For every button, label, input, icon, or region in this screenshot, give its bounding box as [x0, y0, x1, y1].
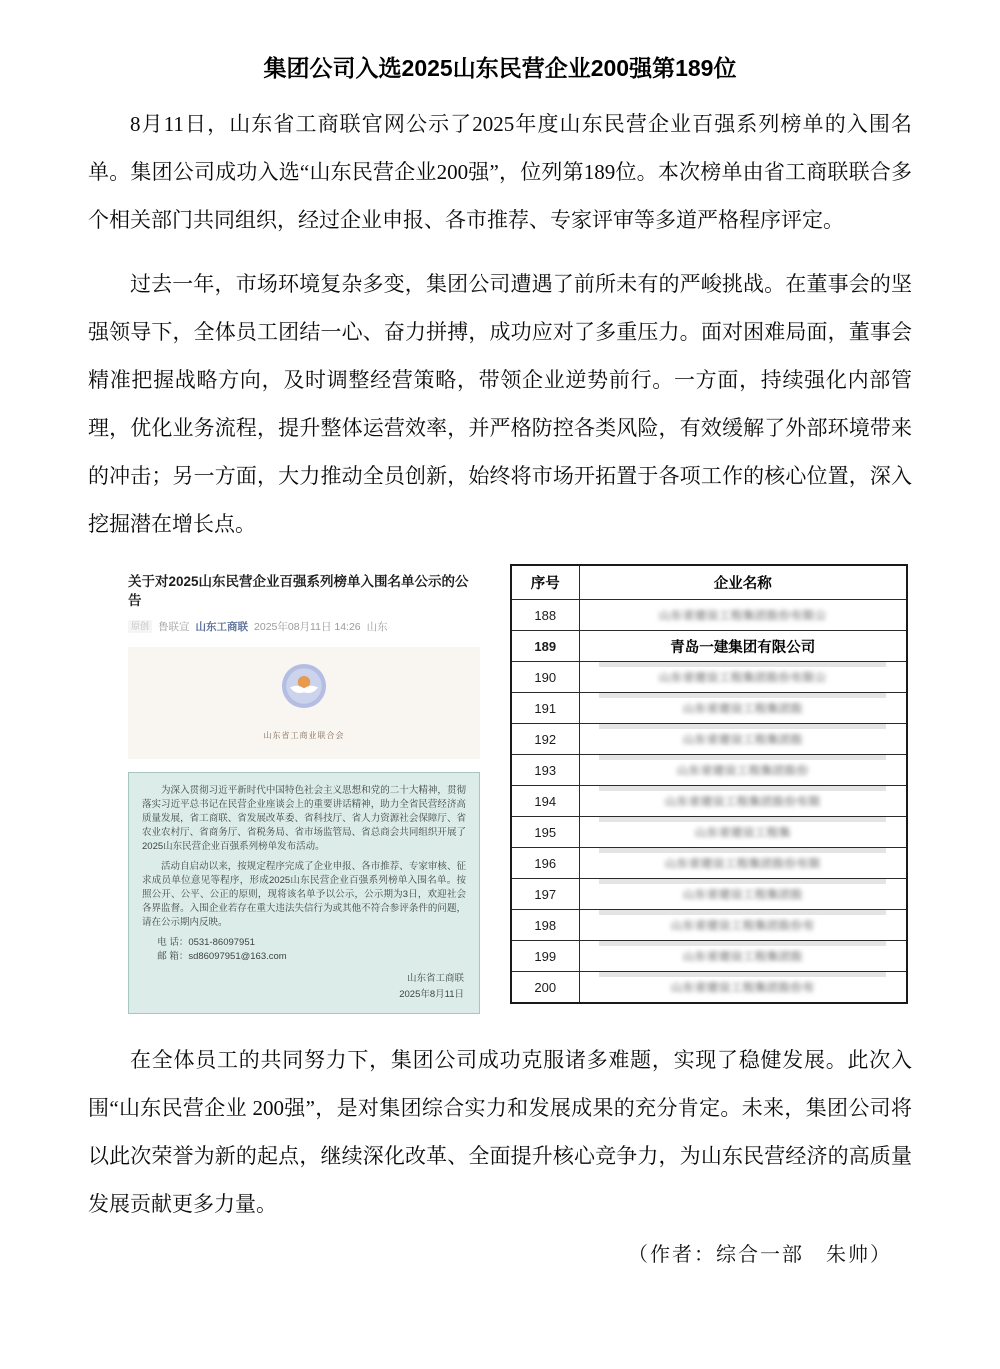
original-badge: 原创 [128, 620, 152, 633]
table-row [511, 817, 907, 848]
rank-cell: 188 [511, 600, 579, 631]
company-name-cell [579, 879, 907, 910]
notice-paragraph-2: 活动自启动以来，按规定程序完成了企业申报、各市推荐、专家审核、征求成员单位意见等程序，形成2025山东民营企业百强系列榜单入围名单。按照公开、公平、公正的原则，现将该名单予以公示，公示期为3日，欢迎社会各界监督。入围企业若存在重大违法失信行为或其他不符合参评条件的问题，请在公示期内反映。 [142, 861, 466, 928]
rank-cell: 200 [511, 972, 579, 1004]
rank-cell: 194 [511, 786, 579, 817]
masked-company-name: 山东省建设工程集团股份有限 [664, 796, 821, 808]
document-page [0, 52, 1000, 1267]
redaction-band [599, 786, 886, 791]
notice-date: 2025年8月11日 [399, 989, 464, 1000]
notice-box [128, 772, 480, 1014]
table-row [511, 631, 907, 662]
rank-cell: 192 [511, 724, 579, 755]
rank-cell: 190 [511, 662, 579, 693]
redaction-band [599, 941, 886, 946]
notice-signature: 山东省工商联 [406, 973, 464, 984]
company-name-cell [579, 724, 907, 755]
masked-company-name: 山东省建设工程集团股份有 [670, 920, 815, 932]
company-name-cell [579, 600, 907, 631]
masked-company-name: 山东省建设工程集团股 [682, 703, 803, 715]
masked-company-name: 山东省建设工程集团股份 [676, 765, 809, 777]
table-row [511, 972, 907, 1004]
rank-cell: 198 [511, 910, 579, 941]
masked-company-name: 山东省建设工程集 [694, 827, 791, 839]
article-paragraph-1: 8月11日，山东省工商联官网公示了2025年度山东民营企业百强系列榜单的入围名单。集团公司成功入选“山东民营企业200强”，位列第189位。本次榜单由省工商联联合多个相关部门共同组织，经过企业申报、各市推荐、专家评审等多道严格程序评定。 [88, 112, 912, 232]
table-row [511, 755, 907, 786]
byline-region: 山东 [366, 621, 388, 633]
redaction-band [599, 817, 886, 822]
rank-cell: 199 [511, 941, 579, 972]
rank-cell: 197 [511, 879, 579, 910]
emblem-caption: 山东省工商业联合会 [263, 731, 345, 740]
company-name-cell [579, 693, 907, 724]
ranking-table-body [511, 600, 907, 1004]
company-name-cell [579, 631, 907, 662]
company-name-cell [579, 941, 907, 972]
col-header-rank: 序号 [511, 565, 579, 600]
masked-company-name: 山东省建设工程集团股 [682, 951, 803, 963]
byline-datetime: 2025年08月11日 14:26 [254, 621, 361, 633]
announcement-screenshot [110, 564, 498, 1014]
rank-cell: 189 [511, 631, 579, 662]
redaction-band [599, 910, 886, 915]
masked-company-name: 山东省建设工程集团股 [682, 734, 803, 746]
federation-emblem-icon [281, 663, 327, 714]
masked-company-name: 山东省建设工程集团股份有限公 [658, 672, 827, 684]
company-name-cell [579, 972, 907, 1004]
table-row [511, 910, 907, 941]
table-row [511, 693, 907, 724]
company-name: 青岛一建集团有限公司 [670, 639, 816, 656]
company-name-cell [579, 817, 907, 848]
ranking-header-row [511, 565, 907, 600]
byline-author: 鲁联宣 [158, 621, 190, 633]
col-header-company: 企业名称 [579, 565, 907, 600]
article-paragraph-3: 在全体员工的共同努力下，集团公司成功克服诸多难题，实现了稳健发展。此次入围“山东民营企业 200强”，是对集团综合实力和发展成果的充分肯定。未来，集团公司将以此次荣誉为新的起点，继续深化改革、全面提升核心竞争力，为山东民营经济的高质量发展贡献更多力量。 [88, 1048, 912, 1216]
table-row [511, 848, 907, 879]
article-title: 集团公司入选2025山东民营企业200强第189位 [263, 55, 737, 81]
table-row [511, 662, 907, 693]
redaction-band [599, 662, 886, 667]
masked-company-name: 山东省建设工程集团股份有限 [664, 858, 821, 870]
table-row [511, 600, 907, 631]
rank-cell: 191 [511, 693, 579, 724]
masked-company-name: 山东省建设工程集团股份有限公 [658, 610, 827, 622]
redaction-band [599, 972, 886, 977]
company-name-cell [579, 848, 907, 879]
table-row [511, 786, 907, 817]
company-name-cell [579, 662, 907, 693]
byline-account-link: 山东工商联 [195, 621, 249, 633]
company-name-cell [579, 786, 907, 817]
table-row [511, 724, 907, 755]
announcement-byline [128, 619, 480, 634]
embedded-media-row [110, 564, 912, 1014]
masked-company-name: 山东省建设工程集团股 [682, 889, 803, 901]
notice-email: 邮 箱：sd86097951@163.com [157, 951, 287, 962]
redaction-band [599, 848, 886, 853]
redaction-band [599, 724, 886, 729]
ranking-table [510, 564, 908, 1004]
company-name-cell [579, 910, 907, 941]
company-name-cell [579, 755, 907, 786]
author-credit: （作者：综合一部 朱帅） [628, 1244, 892, 1266]
table-row [511, 879, 907, 910]
masked-company-name: 山东省建设工程集团股份有 [670, 982, 815, 994]
rank-cell: 193 [511, 755, 579, 786]
rank-cell: 195 [511, 817, 579, 848]
redaction-band [599, 879, 886, 884]
ranking-table-wrap [510, 564, 908, 1004]
redaction-band [599, 755, 886, 760]
notice-paragraph-1: 为深入贯彻习近平新时代中国特色社会主义思想和党的二十大精神，贯彻落实习近平总书记在民营企业座谈会上的重要讲话精神，助力全省民营经济高质量发展，省工商联、省发展改革委、省科技厅、省人力资源社会保障厅、省农业农村厅、省商务厅、省税务局、省市场监管局、省总商会共同组织开展了2025山东民营企业百强系列榜单发布活动。 [142, 785, 466, 852]
redaction-band [599, 693, 886, 698]
notice-phone: 电 话：0531-86097951 [157, 937, 255, 948]
announcement-banner [128, 647, 480, 759]
rank-cell: 196 [511, 848, 579, 879]
announcement-title: 关于对2025山东民营企业百强系列榜单入围名单公示的公告 [128, 574, 469, 608]
article-paragraph-2: 过去一年，市场环境复杂多变，集团公司遭遇了前所未有的严峻挑战。在董事会的坚强领导下，全体员工团结一心、奋力拼搏，成功应对了多重压力。面对困难局面，董事会精准把握战略方向，及时调整经营策略，带领企业逆势前行。一方面，持续强化内部管理，优化业务流程，提升整体运营效率，并严格防控各类风险，有效缓解了外部环境带来的冲击；另一方面，大力推动全员创新，始终将市场开拓置于各项工作的核心位置，深入挖掘潜在增长点。 [88, 272, 912, 536]
table-row [511, 941, 907, 972]
